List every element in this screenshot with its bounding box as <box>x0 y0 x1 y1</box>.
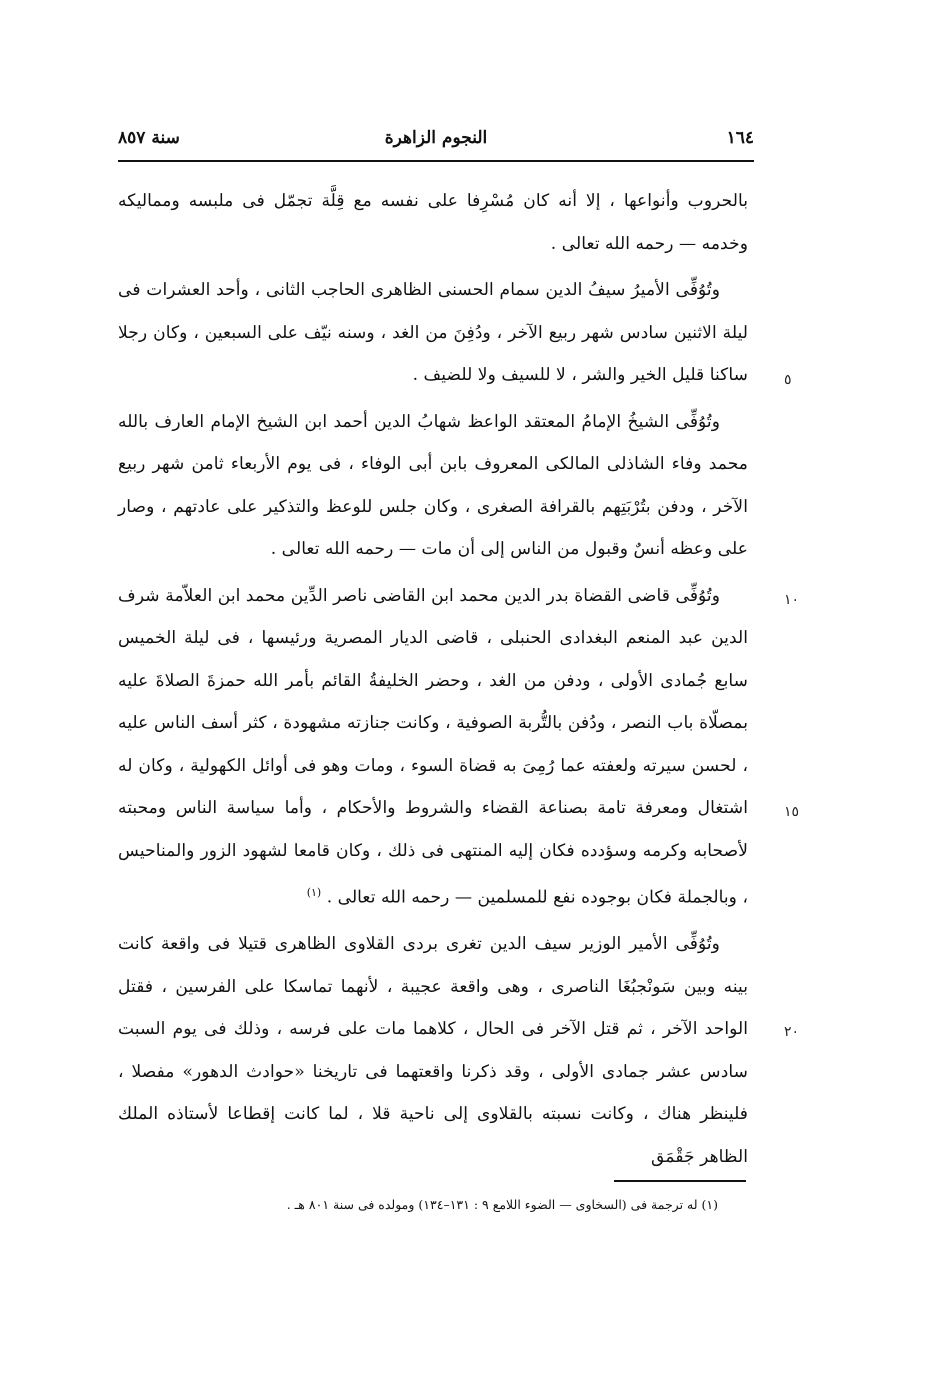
paragraph-4 <box>118 575 800 920</box>
page-number: ١٦٤ <box>726 128 754 148</box>
line-number-20: ٢٠ <box>784 1024 800 1041</box>
line-number-5: ٥ <box>784 372 792 388</box>
paragraph-2-text: وتُوُفِّى الأميرُ سيفُ الدين سمام الحسنى الظاهرى الحاجب الثانى ، وأحد العشرات فى ليلة الاثنين سادس شهر ربيع الآخر ، ودُفِنَ من الغد ، وسنه نيّف على السبعين ، وكان رجلا ساكنا قليل الخير والشر ، لا للسيف ولا للضيف . <box>118 280 748 385</box>
footnote-marker: (١) <box>306 886 322 899</box>
paragraph-3: وتُوُفِّى الشيخُ الإمامُ المعتقد الواعظ شهابُ الدين أحمد ابن الشيخ الإمام العارف بالله محمد وفاء الشاذلى المالكى المعروف بابن أبى الوفاء ، فى يوم الأربعاء ثامن شهر ربيع الآخر ، ودفن بتُرْبَتِهم بالقرافة الصغرى ، وكان جلس للوعظ والتذكير على عادتهم ، وصار على وعظه أنسٌ وقبول من الناس إلى أن مات — رحمه الله تعالى . <box>118 411 748 559</box>
line-number-15: ١٥ <box>784 803 800 820</box>
paragraph-1: بالحروب وأنواعها ، إلا أنه كان مُسْرِفا على نفسه مع قِلَّة تجمّل فى ملبسه ومماليكه وخدمه — رحمه الله تعالى . <box>118 191 748 254</box>
book-title: النجوم الزاهرة <box>384 128 488 148</box>
header-rule <box>118 160 754 162</box>
paragraph-4-text: وتُوُفِّى قاضى القضاة بدر الدين محمد ابن القاضى ناصر الدِّين محمد ابن العلاّمة شرف الدين عبد المنعم البغدادى الحنبلى ، قاضى الديار المصرية ورئيسها ، فى ليلة الخميس سابع جُمادى الأولى ، ودفن من الغد ، وحضر الخليفةُ القائم بأمر الله حمزةَ الصلاةَ عليه بمصلّاة باب النصر ، ودُفن بالتُّربة الصوفية ، وكانت جنازته مشهودة ، كثر أسف الناس عليه ، لحسن سيرته ولعفته عما رُمِىَ به قضاة السوء ، ومات وهو فى أوائل الكهولية ، وكان له اشتغال ومعرفة تامة بصناعة القضاء والشروط والأحكام ، وأما سياسة الناس ومحبته لأصحابه وكرمه وسؤدده فكان إليه المنتهى فى ذلك ، وكان قامعا لشهود الزور والمناحيس ، وبالجملة فكان بوجوده نفع للمسلمين — رحمه الله تعالى . <box>118 585 748 908</box>
page-header <box>118 122 754 156</box>
line-number-10: ١٠ <box>784 591 800 608</box>
paragraph-5-text: وتُوُفِّى الأمير الوزير سيف الدين تغرى بردى القلاوى الظاهرى قتيلا فى واقعة كانت بينه وبين سَونْجبُغَا الناصرى ، وهى واقعة عجيبة ، لأنهما تماسكا على الفرسين ، فقتل الواحد الآخر ، ثم قتل الآخر فى الحال ، كلاهما مات على فرسه ، وذلك فى يوم السبت سادس عشر جمادى الأولى ، وقد ذكرنا واقعتهما فى تاريخنا «حوادث الدهور» مفصلا ، فلينظر هناك ، وكانت نسبته بالقلاوى إلى ناحية قلا ، لما كانت إقطاعا لأستاذه الملك الظاهر جَقْمَق <box>118 934 748 1167</box>
paragraph-5 <box>118 923 800 1178</box>
page-body <box>118 180 800 1178</box>
paragraph-2 <box>118 269 792 397</box>
footnote-rule <box>614 1180 746 1182</box>
footnote: (١) له ترجمة فى (السخاوى — الضوء اللامع ٩ : ١٣١–١٣٤) ومولده فى سنة ٨٠١ هـ . <box>286 1197 718 1212</box>
year-label: سنة ٨٥٧ <box>118 128 180 148</box>
